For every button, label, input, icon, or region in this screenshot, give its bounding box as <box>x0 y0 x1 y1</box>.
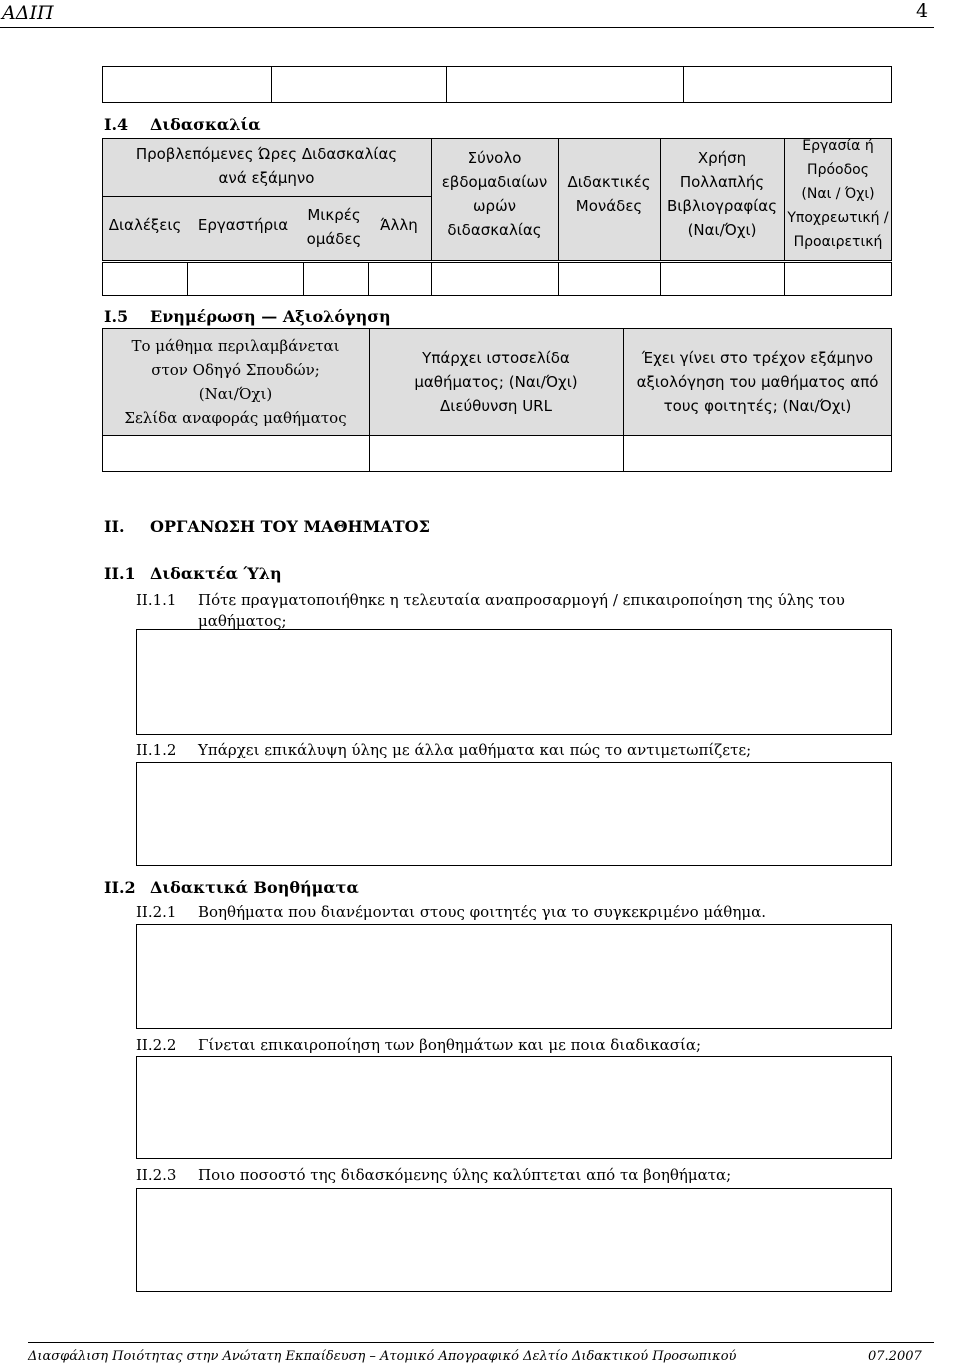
page-number: 4 <box>916 0 929 22</box>
section-number: I.5 <box>104 307 129 326</box>
header-line: Προβλεπόμενες Ώρες Διδασκαλίας <box>135 145 398 163</box>
header-student-evaluation <box>623 330 892 434</box>
section-number: II.2 <box>104 878 136 897</box>
header-course-website <box>369 330 623 434</box>
section-title: ΟΡΓΑΝΩΣΗ ΤΟΥ ΜΑΘΗΜΑΤΟΣ <box>150 517 430 536</box>
header-line: ανά εξάμηνο <box>218 169 315 187</box>
header-labs <box>188 200 298 250</box>
question-number: II.1.2 <box>136 741 177 759</box>
header-rule <box>0 27 934 28</box>
divider <box>303 263 304 295</box>
divider <box>368 263 369 295</box>
header-line: Μικρές <box>307 206 361 224</box>
divider <box>660 263 661 295</box>
header-line: Εργασία ή Πρόοδος <box>802 138 874 178</box>
divider <box>431 263 432 295</box>
header-bibliography <box>660 144 784 244</box>
answer-box-ii23[interactable] <box>136 1188 892 1292</box>
question-ii11 <box>136 590 896 611</box>
header-assignment <box>784 138 892 250</box>
header-line: (Ναι/Όχι) <box>687 221 757 239</box>
question-text: Υπάρχει επικάλυψη ύλης με άλλα μαθήματα και πώς το αντιμετωπίζετε; <box>198 741 752 759</box>
question-number: II.1.1 <box>136 591 177 609</box>
header-other <box>370 200 428 250</box>
answer-box-ii11[interactable] <box>136 629 892 735</box>
header-line: εβδομαδιαίων <box>441 173 548 191</box>
section-title: Ενημέρωση — Αξιολόγηση <box>150 307 391 326</box>
evaluation-table-row[interactable] <box>102 435 892 472</box>
header-study-guide <box>102 330 369 434</box>
divider <box>558 263 559 295</box>
footer-text: Διασφάλιση Ποιότητας στην Ανώτατη Εκπαίδευση – Ατομικό Απογραφικό Δελτίο Διδακτικού Προσωπικού <box>28 1349 737 1364</box>
header-lectures <box>102 200 188 250</box>
header-line: Σελίδα αναφοράς μαθήματος <box>124 409 347 427</box>
section-heading-i5 <box>104 307 391 326</box>
header-line: Υπάρχει ιστοσελίδα <box>422 349 570 367</box>
question-text: Πότε πραγματοποιήθηκε η τελευταία αναπροσαρμογή / επικαιροποίηση της ύλης του <box>198 591 845 609</box>
teaching-table-row[interactable] <box>102 262 892 296</box>
header-planned-hours <box>102 140 431 192</box>
question-ii22 <box>136 1036 701 1054</box>
section-heading-ii <box>104 517 430 536</box>
section-title: Διδακτικά Βοηθήματα <box>150 878 359 897</box>
header-credit-units <box>558 168 660 220</box>
question-number: II.2.1 <box>136 903 177 921</box>
header-total-hours <box>431 144 558 244</box>
question-ii21 <box>136 903 766 921</box>
answer-box-ii22[interactable] <box>136 1056 892 1159</box>
section-number: II.1 <box>104 564 136 583</box>
header-line: (Ναι/Όχι) <box>198 385 273 403</box>
header-line: ομάδες <box>306 230 362 248</box>
header-line: τους φοιτητές; (Ναι/Όχι) <box>663 397 852 415</box>
prev-table-divider <box>446 67 447 102</box>
header-small-groups <box>298 198 370 256</box>
header-line: Βιβλιογραφίας <box>666 197 778 215</box>
section-heading-ii1 <box>104 564 282 583</box>
question-ii12 <box>136 741 751 759</box>
header-line: (Ναι / Όχι) <box>801 186 875 202</box>
header-line: Χρήση <box>697 149 747 167</box>
section-number: II. <box>104 517 125 536</box>
header-line: Εργαστήρια <box>197 216 289 234</box>
header-line: ωρών <box>472 197 517 215</box>
header-line: Το μάθημα περιλαμβάνεται <box>131 337 340 355</box>
answer-box-ii21[interactable] <box>136 924 892 1029</box>
header-line: Πολλαπλής <box>679 173 765 191</box>
header-line: Υποχρεωτική / <box>787 210 889 226</box>
prev-table-divider <box>683 67 684 102</box>
question-text: Ποιο ποσοστό της διδασκόμενης ύλης καλύπτεται από τα βοηθήματα; <box>198 1166 732 1184</box>
header-line: Διεύθυνση URL <box>440 397 552 415</box>
question-text: μαθήματος; <box>198 612 287 630</box>
footer-rule <box>28 1342 934 1343</box>
header-line: Μονάδες <box>575 197 643 215</box>
prev-table-divider <box>271 67 272 102</box>
header-line: Διαλέξεις <box>108 216 182 234</box>
header-line: Έχει γίνει στο τρέχον εξάμηνο <box>641 349 874 367</box>
divider <box>784 263 785 295</box>
question-number: II.2.3 <box>136 1166 177 1184</box>
section-title: Διδασκαλία <box>150 115 261 134</box>
section-heading-i4 <box>104 115 261 134</box>
header-doc-code: ΑΔΙΠ <box>2 2 54 24</box>
question-number: II.2.2 <box>136 1036 177 1054</box>
section-number: I.4 <box>104 115 129 134</box>
header-line: στον Οδηγό Σπουδών; <box>151 361 320 379</box>
divider <box>187 263 188 295</box>
question-text: Βοηθήματα που διανέμονται στους φοιτητές για το συγκεκριμένο μάθημα. <box>198 903 766 921</box>
header-line: Άλλη <box>380 216 418 234</box>
footer-date: 07.2007 <box>868 1349 922 1364</box>
header-line: αξιολόγηση του μαθήματος από <box>636 373 879 391</box>
header-line: Διδακτικές <box>567 173 651 191</box>
divider <box>102 196 431 197</box>
section-heading-ii2 <box>104 878 359 897</box>
header-line: διδασκαλίας <box>447 221 542 239</box>
question-text: Γίνεται επικαιροποίηση των βοηθημάτων και με ποια διαδικασία; <box>198 1036 702 1054</box>
header-line: Σύνολο <box>467 149 522 167</box>
question-ii23 <box>136 1166 731 1184</box>
section-title: Διδακτέα Ύλη <box>150 564 282 583</box>
header-line: μαθήματος; (Ναι/Όχι) <box>414 373 578 391</box>
answer-box-ii12[interactable] <box>136 762 892 866</box>
prev-table-row <box>102 66 892 103</box>
header-line: Προαιρετική <box>793 234 883 250</box>
